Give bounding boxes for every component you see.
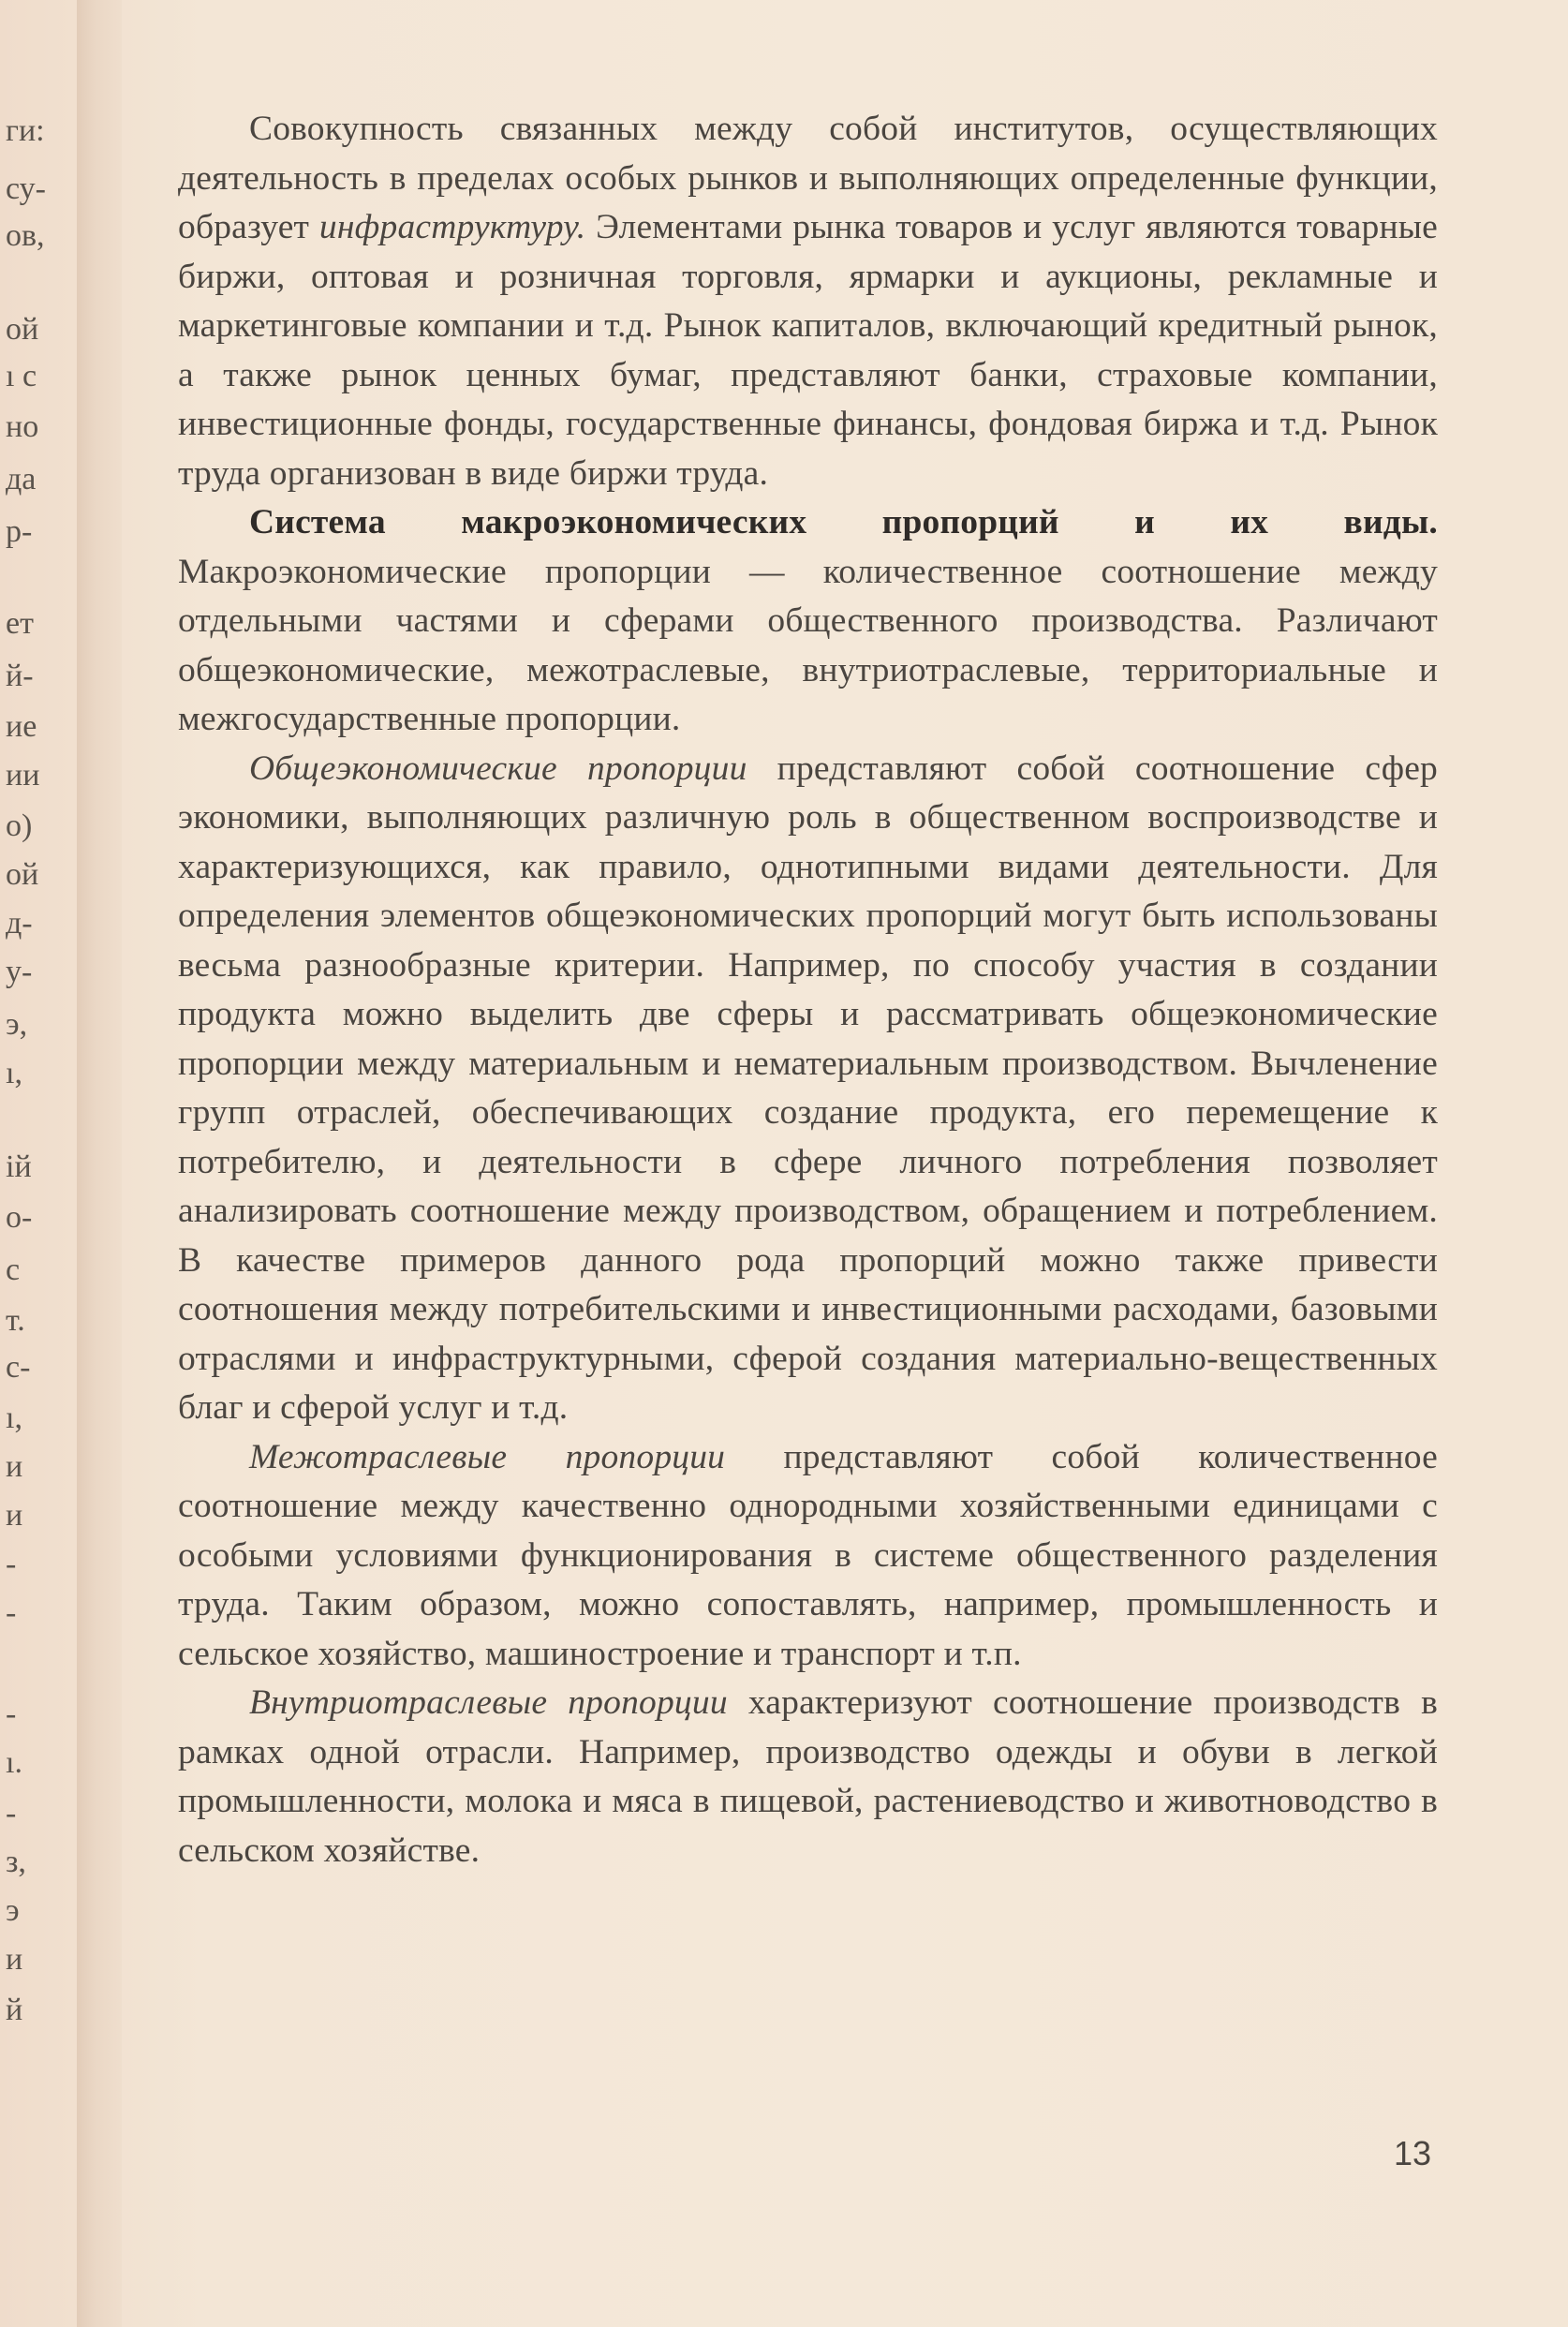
left-page-fragment: ии [6,758,40,793]
left-page-fragment: ı, [6,1056,22,1090]
paragraph-text: Элементами рынка товаров и услуг являются товарные биржи, оптовая и розничная торговля, ярмарки и аукционы, рекламные и маркетинговые компании и т.д. Рынок капиталов, включающий кредитный рынок, а также рынок ценных бумаг, представляют банки, страховые компании, инвестиционные фонды, государственные финансы, фондовая биржа и т.д. Рынок труда организован в виде биржи труда. [178,208,1439,493]
left-page-fragment: й [6,1993,23,2027]
left-page-fragment: ı с [6,359,37,393]
page-number: 13 [1394,2134,1432,2172]
left-page-fragment: о) [6,808,33,843]
paragraph-4 [178,1433,1438,1680]
paragraph-text: Совокупность связанных между собой институтов, осуществляющих деятельность в пределах особых рынков и выполняющих определенные функции, образует [178,110,1438,246]
paragraph-text: представляют собой количественное соотношение между качественно однородными хозяйственными единицами с особыми условиями функционирования в системе общественного разделения труда. Таким образом, можно сопоставлять, например, промышленность и сельское хозяйство, машиностроение и транспорт и т.п. [178,1437,1438,1673]
paragraph-5 [178,1679,1438,1875]
left-page-fragment: ой [6,312,39,347]
book-spine [77,0,122,2327]
left-page-fragment: ги: [6,113,45,148]
left-page-edge [0,0,79,2327]
left-page-fragment: - [6,1697,17,1731]
left-page-fragment: д- [6,906,33,941]
left-page-fragment: т. [6,1303,25,1338]
left-page-fragment: ой [6,857,39,892]
term-italic: Межотраслевые пропорции [249,1437,726,1476]
left-page-fragment: - [6,1595,17,1630]
left-page-fragment: о- [6,1200,33,1235]
paragraph-text: Макроэкономические пропорции — количественное соотношение между отдельными частями и сферами общественного производства. Различают общеэкономические, межотраслевые, внутриотраслевые, территориальные и межгосударственные пропорции. [178,552,1438,738]
left-page-fragment: и [6,1942,23,1977]
paragraph-3 [178,745,1438,1433]
left-page-fragment: ие [6,709,37,744]
left-page-fragment: р- [6,514,33,549]
left-page-fragment: но [6,409,39,444]
left-page-fragment: ı, [6,1401,22,1435]
term-italic: Общеэкономические пропорции [249,748,747,788]
left-page-fragment: да [6,462,37,497]
paragraph-1 [178,105,1438,498]
left-page-fragment: й- [6,659,34,693]
left-page-fragment: у- [6,955,33,989]
left-page-fragment: и [6,1449,23,1484]
left-page-fragment: ов, [6,218,45,253]
paragraph-2 [178,498,1438,745]
left-page-fragment: - [6,1547,17,1581]
term-italic: Внутриотраслевые пропорции [249,1683,728,1722]
term-italic: инфраструктуру. [318,208,586,246]
left-page-fragment: э [6,1893,20,1928]
left-page-fragment: - [6,1796,17,1830]
left-page-fragment: су- [6,171,46,206]
left-page-fragment: ı. [6,1745,22,1780]
paragraph-text: характеризуют соотношение производств в рамках одной отрасли. Например, производство одежды и обуви в легкой промышленности, молока и мяса в пищевой, растениеводство и животноводство в сельском хозяйстве. [178,1683,1438,1870]
paragraph-text: представляют собой соотношение сфер экономики, выполняющих различную роль в общественном воспроизводстве и характеризующихся, как правило, однотипными видами деятельности. Для определения элементов общеэкономических пропорций могут быть использованы весьма разнообразные критерии. Например, по способу участия в создании продукта можно выделить две сферы и рассматривать общеэкономические пропорции между материальным и нематериальным производством. Вычленение групп отраслей, обеспечивающих создание продукта, его перемещение к потребителю, и деятельности в сфере личного потребления позволяет анализировать соотношение между производством, обращением и потреблением. В качестве примеров данного рода пропорций можно также привести соотношения между потребительскими и инвестиционными расходами, базовыми отраслями и инфраструктурными, сферой создания материально-вещественных благ и сферой услуг и т.д. [178,748,1438,1427]
left-page-fragment: и [6,1498,23,1533]
left-page-fragment: ій [6,1149,32,1184]
section-heading: Система макроэкономических пропорций и их виды. [249,503,1438,541]
page-text-body [178,105,1438,1875]
left-page-fragment: с- [6,1350,31,1385]
left-page-fragment: з, [6,1845,26,1879]
left-page-fragment: с [6,1252,21,1287]
left-page-fragment: э, [6,1007,28,1042]
left-page-fragment: ет [6,606,34,641]
